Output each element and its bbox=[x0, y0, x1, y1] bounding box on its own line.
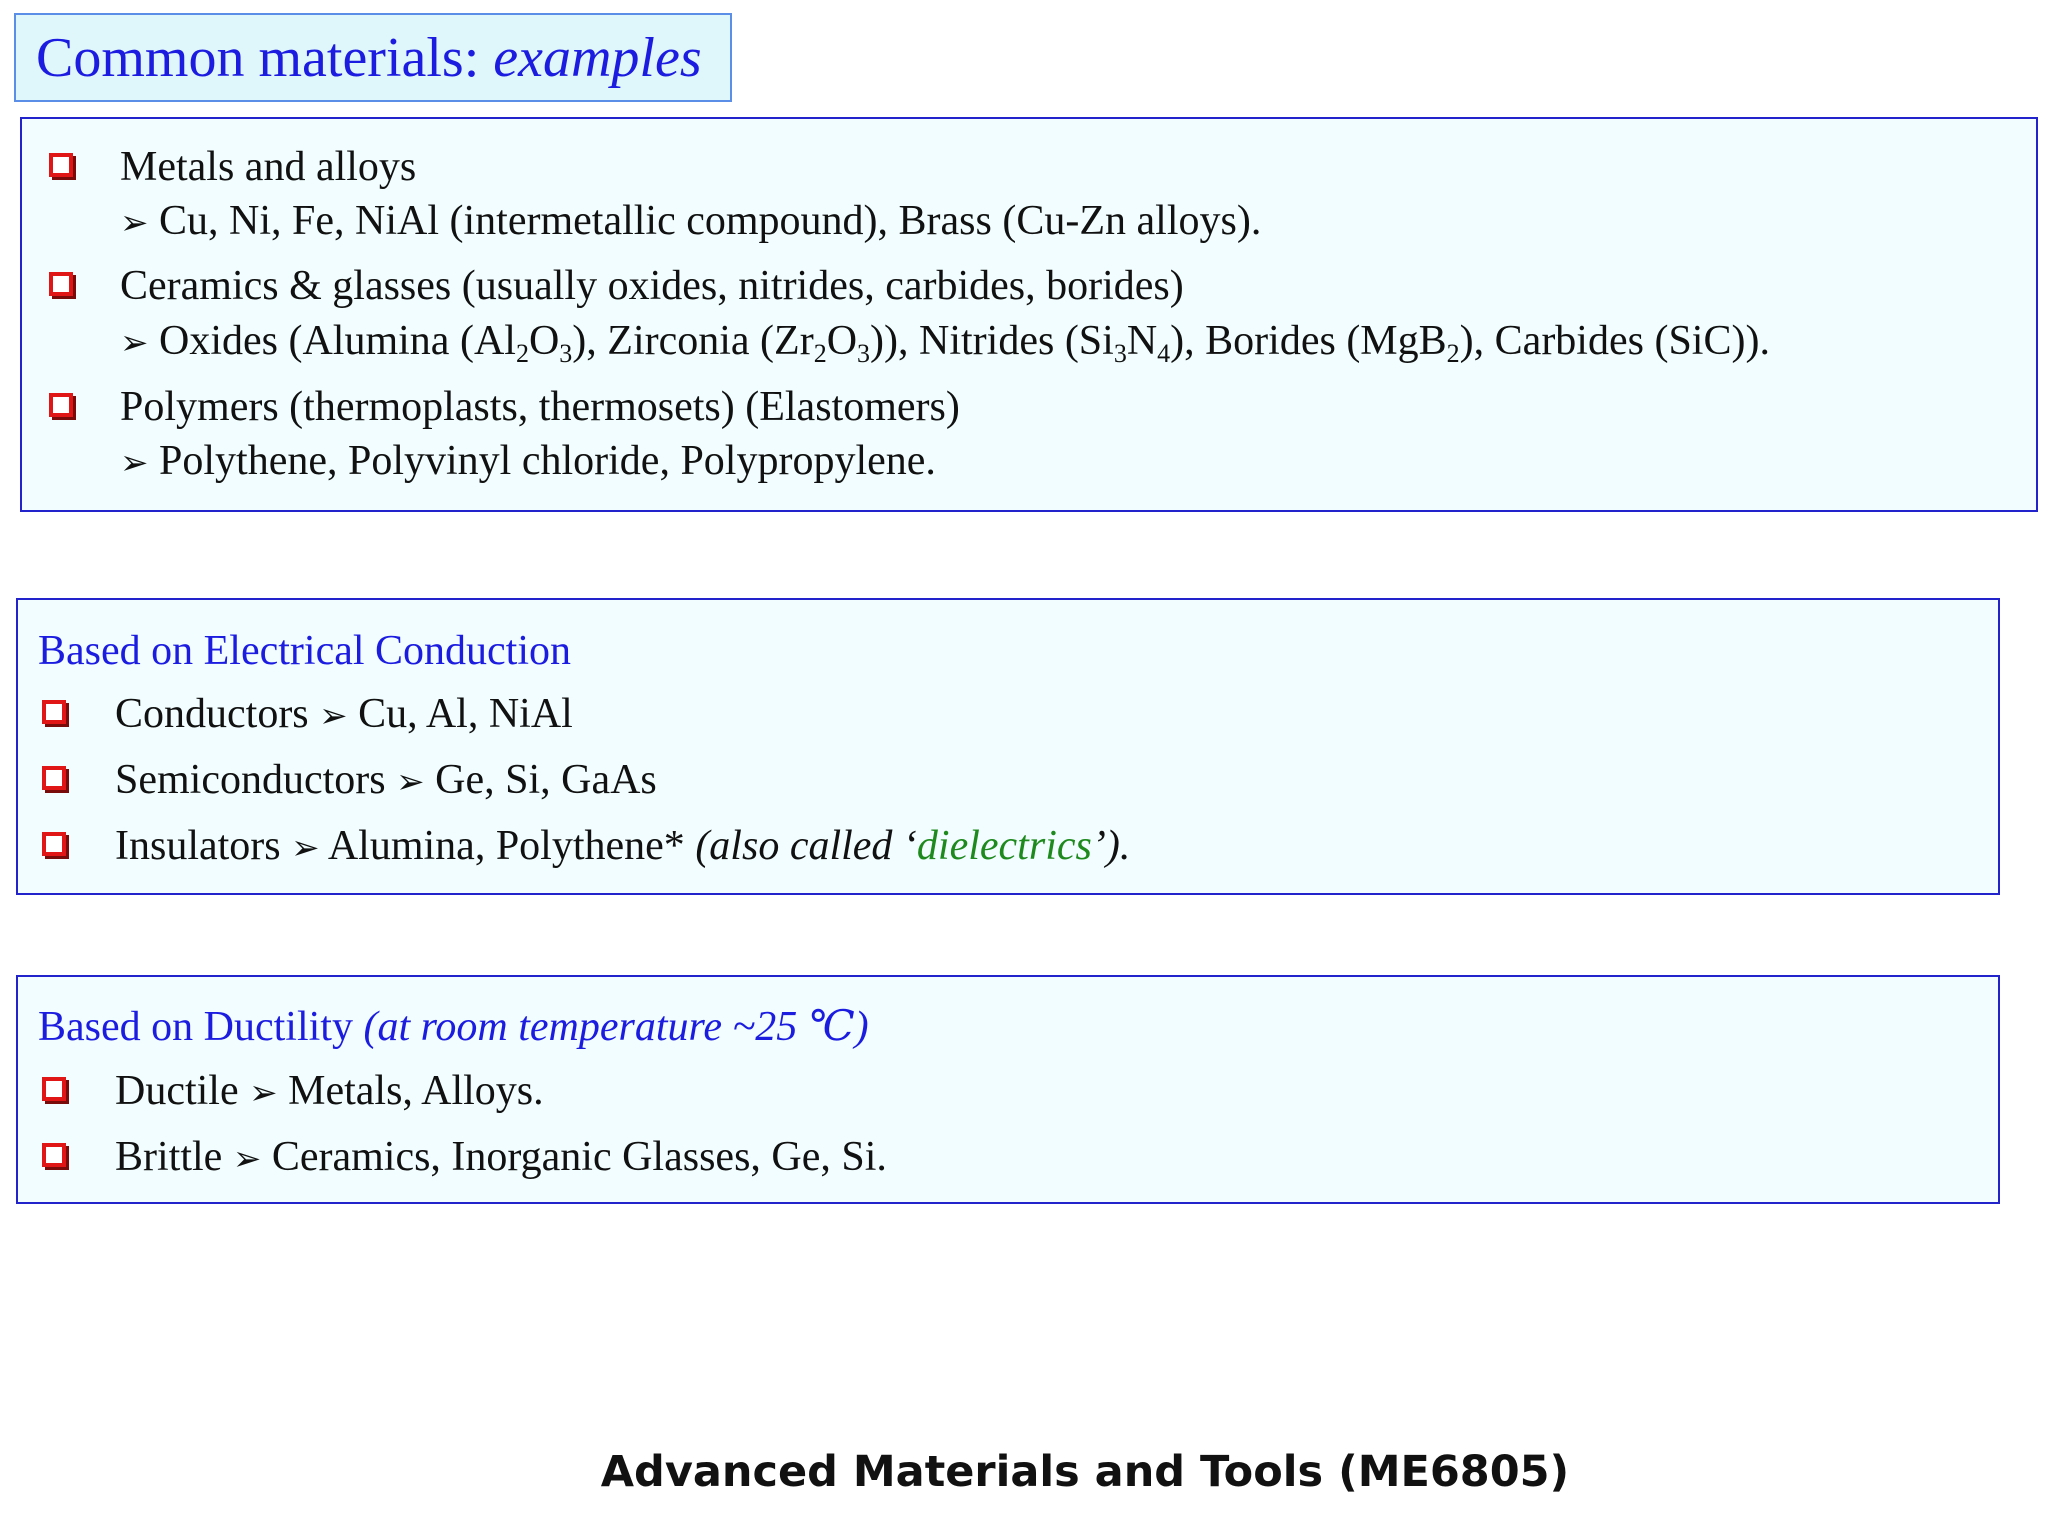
subscript: 3 bbox=[857, 339, 871, 368]
ductility-panel bbox=[16, 975, 2000, 1204]
red-square-bullet-icon bbox=[42, 700, 66, 724]
ceramics-label: Ceramics & glasses (usually oxides, nitrides, carbides, borides) bbox=[120, 263, 1184, 309]
polymers-examples bbox=[120, 435, 936, 489]
slide-title bbox=[36, 26, 702, 90]
subscript: 4 bbox=[1157, 339, 1171, 368]
ceramics-ex-part: O bbox=[826, 318, 858, 364]
ceramics-ex-part: Oxides (Alumina (Al bbox=[159, 318, 516, 364]
electrical-heading: Based on Electrical Conduction bbox=[38, 628, 572, 674]
slide-title-box bbox=[14, 13, 732, 102]
brittle-label: Brittle bbox=[115, 1134, 223, 1180]
arrow-bullet-icon: ➢ bbox=[396, 762, 425, 802]
arrow-bullet-icon: ➢ bbox=[120, 443, 149, 483]
semiconductors-label: Semiconductors bbox=[115, 757, 386, 803]
insulators-examples: Alumina, Polythene* bbox=[327, 823, 696, 869]
arrow-bullet-icon: ➢ bbox=[232, 1139, 262, 1179]
ceramics-ex-part: N bbox=[1126, 318, 1158, 364]
subscript: 2 bbox=[1446, 339, 1460, 368]
ceramics-ex-part: ), Zirconia (Zr bbox=[572, 318, 814, 364]
ductility-heading-note: (at room temperature ~25 ℃) bbox=[363, 1004, 869, 1050]
subscript: 3 bbox=[1113, 339, 1127, 368]
conductors-label: Conductors bbox=[115, 691, 309, 737]
insulators-label: Insulators bbox=[115, 823, 281, 869]
ductility-heading bbox=[38, 1001, 869, 1053]
brittle-examples: Ceramics, Inorganic Glasses, Ge, Si. bbox=[271, 1134, 887, 1180]
electrical-conduction-panel bbox=[16, 598, 2000, 895]
subscript: 3 bbox=[559, 339, 573, 368]
red-square-bullet-icon bbox=[42, 832, 66, 856]
arrow-bullet-icon: ➢ bbox=[291, 828, 320, 868]
brittle-item bbox=[115, 1131, 887, 1185]
red-square-bullet-icon bbox=[42, 766, 66, 790]
red-square-bullet-icon bbox=[49, 272, 73, 296]
red-square-bullet-icon bbox=[49, 393, 73, 417]
course-footer: Advanced Materials and Tools (ME6805) bbox=[600, 1447, 1570, 1497]
ductility-heading-text: Based on Ductility bbox=[38, 1004, 364, 1050]
ductile-item bbox=[115, 1065, 544, 1119]
ceramics-examples bbox=[120, 315, 1770, 369]
ductile-examples: Metals, Alloys. bbox=[288, 1068, 544, 1114]
arrow-bullet-icon: ➢ bbox=[249, 1073, 278, 1113]
dielectrics-term: dielectrics bbox=[916, 823, 1092, 869]
ceramics-ex-part: O bbox=[528, 318, 560, 364]
slide-title-main: Common materials: bbox=[36, 26, 494, 89]
red-square-bullet-icon bbox=[42, 1143, 66, 1167]
metals-label: Metals and alloys bbox=[120, 144, 417, 190]
insulators-note: (also called ‘ bbox=[695, 823, 917, 869]
arrow-bullet-icon: ➢ bbox=[319, 696, 348, 736]
ceramics-ex-part: ), Carbides (SiC)). bbox=[1459, 318, 1770, 364]
subscript: 2 bbox=[515, 339, 529, 368]
conductors-examples: Cu, Al, NiAl bbox=[358, 691, 573, 737]
red-square-bullet-icon bbox=[49, 153, 73, 177]
insulators-item bbox=[115, 820, 1130, 874]
subscript: 2 bbox=[813, 339, 827, 368]
ceramics-ex-part: ), Borides (MgB bbox=[1170, 318, 1447, 364]
polymers-examples-text: Polythene, Polyvinyl chloride, Polypropylene. bbox=[159, 438, 936, 484]
red-square-bullet-icon bbox=[42, 1077, 66, 1101]
conductors-item bbox=[115, 688, 573, 742]
semiconductors-examples: Ge, Si, GaAs bbox=[435, 757, 657, 803]
polymers-label: Polymers (thermoplasts, thermosets) (Elastomers) bbox=[120, 384, 960, 430]
slide-title-emphasis: examples bbox=[493, 26, 702, 89]
arrow-bullet-icon: ➢ bbox=[120, 203, 149, 243]
arrow-bullet-icon: ➢ bbox=[120, 323, 149, 363]
ceramics-ex-part: )), Nitrides (Si bbox=[870, 318, 1114, 364]
metals-examples bbox=[120, 195, 1261, 249]
semiconductors-item bbox=[115, 754, 657, 808]
ductile-label: Ductile bbox=[115, 1068, 239, 1114]
insulators-note-close: ’). bbox=[1091, 823, 1131, 869]
metals-examples-text: Cu, Ni, Fe, NiAl (intermetallic compound), Brass (Cu-Zn alloys). bbox=[159, 198, 1262, 244]
materials-panel bbox=[20, 117, 2038, 512]
